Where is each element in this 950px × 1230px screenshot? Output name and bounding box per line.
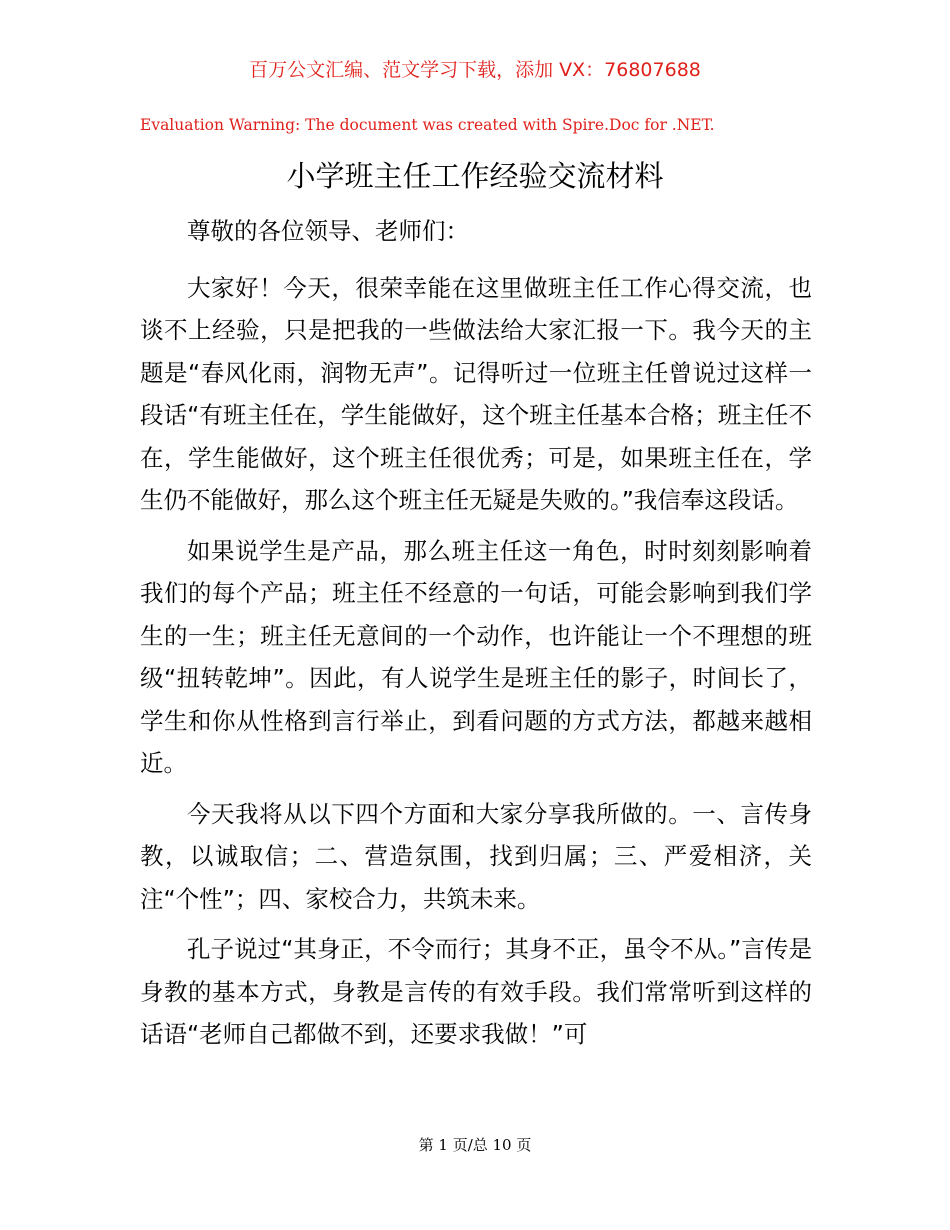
evaluation-warning: Evaluation Warning: The document was created with Spire.Doc for .NET. [140, 116, 715, 134]
paragraph-1: 大家好！今天，很荣幸能在这里做班主任工作心得交流，也谈不上经验，只是把我的一些做法给大家汇报一下。我今天的主题是“春风化雨，润物无声”。记得听过一位班主任曾说过这样一段话“有班主任在，学生能做好，这个班主任基本合格；班主任不在，学生能做好，这个班主任很优秀；可是，如果班主任在，学生仍不能做好，那么这个班主任无疑是失败的。”我信奉这段话。 [140, 273, 812, 514]
paragraph-4: 孔子说过“其身正，不令而行；其身不正，虽令不从。”言传是身教的基本方式，身教是言传的有效手段。我们常常听到这样的话语“老师自己都做不到，还要求我做！”可 [140, 935, 812, 1048]
page-number-footer: 第 1 页/总 10 页 [418, 1136, 532, 1154]
document-body [140, 210, 812, 1064]
document-title: 小学班主任工作经验交流材料 [286, 159, 664, 193]
paragraph-3: 今天我将从以下四个方面和大家分享我所做的。一、言传身教，以诚取信；二、营造氛围，找到归属；三、严爱相济，关注“个性”；四、家校合力，共筑未来。 [140, 799, 812, 913]
header-banner: 百万公文汇编、范文学习下载，添加 VX：76807688 [249, 59, 701, 81]
paragraph-2: 如果说学生是产品，那么班主任这一角色，时时刻刻影响着我们的每个产品；班主任不经意的一句话，可能会影响到我们学生的一生；班主任无意间的一个动作，也许能让一个不理想的班级“扭转乾坤”。因此，有人说学生是班主任的影子，时间长了，学生和你从性格到言行举止，到看问题的方式方法，都越来越相近。 [140, 536, 812, 777]
salutation: 尊敬的各位领导、老师们： [187, 217, 469, 245]
